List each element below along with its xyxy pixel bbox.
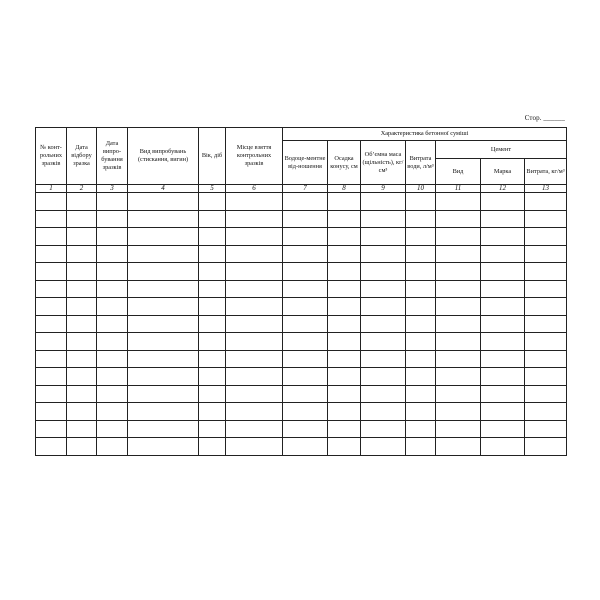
entry-row <box>36 403 567 421</box>
entry-cell[interactable] <box>406 298 436 316</box>
entry-cell[interactable] <box>128 350 199 368</box>
entry-cell[interactable] <box>525 385 567 403</box>
entry-cell[interactable] <box>128 333 199 351</box>
column-number: 8 <box>328 185 361 193</box>
entry-cell[interactable] <box>36 315 67 333</box>
header-mix-characteristic: Характеристика бетонної суміші <box>283 128 567 141</box>
column-number: 1 <box>36 185 67 193</box>
entry-cell[interactable] <box>67 368 97 386</box>
entry-cell[interactable] <box>199 420 226 438</box>
entry-cell[interactable] <box>199 403 226 421</box>
entry-cell[interactable] <box>97 420 128 438</box>
entry-cell[interactable] <box>226 333 283 351</box>
entry-cell[interactable] <box>199 245 226 263</box>
entry-cell[interactable] <box>525 245 567 263</box>
entry-cell[interactable] <box>361 193 406 211</box>
entry-cell[interactable] <box>128 210 199 228</box>
column-number: 5 <box>199 185 226 193</box>
entry-cell[interactable] <box>406 385 436 403</box>
entry-cell[interactable] <box>199 438 226 456</box>
entry-cell[interactable] <box>328 333 361 351</box>
entry-cell[interactable] <box>283 228 328 246</box>
entry-cell[interactable] <box>481 193 525 211</box>
entry-cell[interactable] <box>97 263 128 281</box>
entry-cell[interactable] <box>361 280 406 298</box>
entry-cell[interactable] <box>226 298 283 316</box>
entry-cell[interactable] <box>128 368 199 386</box>
entry-cell[interactable] <box>67 438 97 456</box>
entry-cell[interactable] <box>226 193 283 211</box>
entry-cell[interactable] <box>361 298 406 316</box>
entry-cell[interactable] <box>36 420 67 438</box>
entry-cell[interactable] <box>283 438 328 456</box>
entry-cell[interactable] <box>406 420 436 438</box>
entry-cell[interactable] <box>226 420 283 438</box>
column-number: 9 <box>361 185 406 193</box>
entry-cell[interactable] <box>97 228 128 246</box>
entry-cell[interactable] <box>283 280 328 298</box>
header-sampling-place: Місце взяття контрольних зразків <box>226 128 283 185</box>
entry-cell[interactable] <box>36 350 67 368</box>
header-test-date: Дата випро-бування зразків <box>97 128 128 185</box>
entry-cell[interactable] <box>226 315 283 333</box>
entry-row <box>36 420 567 438</box>
entry-cell[interactable] <box>226 245 283 263</box>
entry-cell[interactable] <box>406 438 436 456</box>
entry-cell[interactable] <box>36 193 67 211</box>
entry-row <box>36 385 567 403</box>
entry-cell[interactable] <box>525 438 567 456</box>
entry-cell[interactable] <box>436 350 481 368</box>
entry-cell[interactable] <box>128 420 199 438</box>
entry-cell[interactable] <box>481 403 525 421</box>
entry-cell[interactable] <box>199 368 226 386</box>
entry-cell[interactable] <box>67 210 97 228</box>
entry-cell[interactable] <box>128 403 199 421</box>
entry-cell[interactable] <box>481 280 525 298</box>
entry-cell[interactable] <box>199 350 226 368</box>
entry-cell[interactable] <box>436 438 481 456</box>
entry-cell[interactable] <box>406 403 436 421</box>
entry-row <box>36 350 567 368</box>
entry-cell[interactable] <box>128 228 199 246</box>
entry-cell[interactable] <box>525 263 567 281</box>
header-test-type: Вид випробувань (стискання, вигин) <box>128 128 199 185</box>
entry-cell[interactable] <box>361 368 406 386</box>
column-number: 12 <box>481 185 525 193</box>
entry-row <box>36 298 567 316</box>
entry-cell[interactable] <box>436 403 481 421</box>
entry-cell[interactable] <box>525 193 567 211</box>
entry-cell[interactable] <box>436 385 481 403</box>
entry-cell[interactable] <box>226 210 283 228</box>
entry-cell[interactable] <box>97 350 128 368</box>
entry-cell[interactable] <box>67 263 97 281</box>
entry-cell[interactable] <box>226 403 283 421</box>
entry-cell[interactable] <box>97 245 128 263</box>
entry-cell[interactable] <box>283 245 328 263</box>
header-cement: Цемент <box>436 141 567 159</box>
entry-cell[interactable] <box>436 228 481 246</box>
entry-row <box>36 193 567 211</box>
entry-cell[interactable] <box>525 403 567 421</box>
entry-cell[interactable] <box>328 193 361 211</box>
entry-cell[interactable] <box>36 263 67 281</box>
entry-cell[interactable] <box>361 333 406 351</box>
entry-cell[interactable] <box>128 193 199 211</box>
entry-cell[interactable] <box>361 263 406 281</box>
entry-cell[interactable] <box>328 298 361 316</box>
entry-cell[interactable] <box>328 368 361 386</box>
entry-cell[interactable] <box>361 350 406 368</box>
header-water-cement-ratio: Водоце-ментне від-ношення <box>283 141 328 185</box>
entry-cell[interactable] <box>436 263 481 281</box>
entry-cell[interactable] <box>67 403 97 421</box>
entry-cell[interactable] <box>67 280 97 298</box>
entry-cell[interactable] <box>36 438 67 456</box>
entry-cell[interactable] <box>283 315 328 333</box>
entry-row <box>36 245 567 263</box>
entry-cell[interactable] <box>97 210 128 228</box>
entry-cell[interactable] <box>436 333 481 351</box>
entry-cell[interactable] <box>199 228 226 246</box>
entry-cell[interactable] <box>406 333 436 351</box>
entry-cell[interactable] <box>199 385 226 403</box>
entry-cell[interactable] <box>525 315 567 333</box>
entry-cell[interactable] <box>406 228 436 246</box>
entry-row <box>36 280 567 298</box>
column-number: 3 <box>97 185 128 193</box>
entry-cell[interactable] <box>97 333 128 351</box>
entry-cell[interactable] <box>128 245 199 263</box>
entry-cell[interactable] <box>36 228 67 246</box>
entry-cell[interactable] <box>481 245 525 263</box>
entry-cell[interactable] <box>406 245 436 263</box>
entry-cell[interactable] <box>406 263 436 281</box>
entry-cell[interactable] <box>361 228 406 246</box>
entry-cell[interactable] <box>361 420 406 438</box>
entry-cell[interactable] <box>128 298 199 316</box>
header-density: Об’ємна маса (щільність), кг/см³ <box>361 141 406 185</box>
column-number: 10 <box>406 185 436 193</box>
entry-cell[interactable] <box>97 298 128 316</box>
entry-row <box>36 368 567 386</box>
header-cement-grade: Марка <box>481 159 525 185</box>
entry-cell[interactable] <box>283 350 328 368</box>
entry-cell[interactable] <box>406 210 436 228</box>
entry-cell[interactable] <box>199 193 226 211</box>
entry-cell[interactable] <box>36 403 67 421</box>
entry-cell[interactable] <box>226 280 283 298</box>
entry-cell[interactable] <box>361 438 406 456</box>
column-number-row <box>36 185 567 193</box>
entry-cell[interactable] <box>481 420 525 438</box>
header-cement-type: Вид <box>436 159 481 185</box>
entry-row <box>36 210 567 228</box>
entry-cell[interactable] <box>481 263 525 281</box>
entry-cell[interactable] <box>199 280 226 298</box>
entry-cell[interactable] <box>481 438 525 456</box>
header-slump: Осадка конусу, см <box>328 141 361 185</box>
entry-cell[interactable] <box>97 193 128 211</box>
entry-cell[interactable] <box>97 438 128 456</box>
entry-cell[interactable] <box>67 333 97 351</box>
entry-cell[interactable] <box>226 263 283 281</box>
entry-cell[interactable] <box>283 298 328 316</box>
entry-cell[interactable] <box>128 438 199 456</box>
entry-cell[interactable] <box>361 403 406 421</box>
header-sampling-date: Дата відбору зразка <box>67 128 97 185</box>
entry-cell[interactable] <box>361 210 406 228</box>
entry-cell[interactable] <box>67 350 97 368</box>
entry-row <box>36 263 567 281</box>
entry-cell[interactable] <box>97 385 128 403</box>
entry-cell[interactable] <box>36 280 67 298</box>
entry-cell[interactable] <box>328 350 361 368</box>
column-number: 6 <box>226 185 283 193</box>
entry-cell[interactable] <box>283 210 328 228</box>
entry-cell[interactable] <box>406 193 436 211</box>
entry-cell[interactable] <box>525 298 567 316</box>
entry-cell[interactable] <box>436 298 481 316</box>
entry-cell[interactable] <box>525 210 567 228</box>
entry-cell[interactable] <box>328 210 361 228</box>
entry-cell[interactable] <box>328 245 361 263</box>
column-number: 13 <box>525 185 567 193</box>
entry-cell[interactable] <box>361 385 406 403</box>
entry-cell[interactable] <box>328 280 361 298</box>
entry-cell[interactable] <box>199 263 226 281</box>
entry-cell[interactable] <box>36 210 67 228</box>
entry-cell[interactable] <box>226 350 283 368</box>
header-sample-no: № конт-рольних зразків <box>36 128 67 185</box>
entry-cell[interactable] <box>67 298 97 316</box>
concrete-sample-log-table <box>35 127 567 456</box>
entry-cell[interactable] <box>481 298 525 316</box>
entry-cell[interactable] <box>36 368 67 386</box>
entry-cell[interactable] <box>406 368 436 386</box>
entry-cell[interactable] <box>67 385 97 403</box>
entry-cell[interactable] <box>226 385 283 403</box>
entry-cell[interactable] <box>67 193 97 211</box>
entry-cell[interactable] <box>525 368 567 386</box>
entry-cell[interactable] <box>283 333 328 351</box>
column-number: 11 <box>436 185 481 193</box>
entry-cell[interactable] <box>406 280 436 298</box>
entry-cell[interactable] <box>436 210 481 228</box>
entry-cell[interactable] <box>328 438 361 456</box>
entry-cell[interactable] <box>283 263 328 281</box>
entry-cell[interactable] <box>97 368 128 386</box>
entry-cell[interactable] <box>128 385 199 403</box>
entry-cell[interactable] <box>97 403 128 421</box>
entry-cell[interactable] <box>36 245 67 263</box>
entry-cell[interactable] <box>67 245 97 263</box>
entry-cell[interactable] <box>67 420 97 438</box>
page-number-label: Стор. ______ <box>524 114 565 122</box>
entry-cell[interactable] <box>481 210 525 228</box>
entry-cell[interactable] <box>283 368 328 386</box>
entry-cell[interactable] <box>328 420 361 438</box>
entry-cell[interactable] <box>481 228 525 246</box>
entry-cell[interactable] <box>128 263 199 281</box>
entry-cell[interactable] <box>481 368 525 386</box>
entry-cell[interactable] <box>481 350 525 368</box>
entry-cell[interactable] <box>436 193 481 211</box>
entry-cell[interactable] <box>226 438 283 456</box>
entry-cell[interactable] <box>36 333 67 351</box>
header-water-use: Витрата води, л/м³ <box>406 141 436 185</box>
entry-cell[interactable] <box>525 420 567 438</box>
entry-cell[interactable] <box>97 315 128 333</box>
entry-cell[interactable] <box>36 298 67 316</box>
entry-cell[interactable] <box>67 315 97 333</box>
entry-cell[interactable] <box>361 315 406 333</box>
entry-cell[interactable] <box>436 315 481 333</box>
entry-row <box>36 438 567 456</box>
entry-cell[interactable] <box>328 385 361 403</box>
entry-cell[interactable] <box>128 315 199 333</box>
entry-cell[interactable] <box>525 333 567 351</box>
entry-cell[interactable] <box>525 280 567 298</box>
entry-cell[interactable] <box>36 385 67 403</box>
entry-cell[interactable] <box>361 245 406 263</box>
entry-cell[interactable] <box>128 280 199 298</box>
entry-cell[interactable] <box>199 333 226 351</box>
entry-row <box>36 315 567 333</box>
column-number: 4 <box>128 185 199 193</box>
entry-cell[interactable] <box>525 228 567 246</box>
entry-cell[interactable] <box>199 315 226 333</box>
entry-cell[interactable] <box>283 193 328 211</box>
entry-cell[interactable] <box>481 385 525 403</box>
entry-cell[interactable] <box>328 228 361 246</box>
entry-cell[interactable] <box>328 263 361 281</box>
entry-cell[interactable] <box>328 403 361 421</box>
entry-row <box>36 228 567 246</box>
header-age: Вік, діб <box>199 128 226 185</box>
entry-cell[interactable] <box>283 403 328 421</box>
entry-cell[interactable] <box>525 350 567 368</box>
entry-cell[interactable] <box>226 368 283 386</box>
column-number: 7 <box>283 185 328 193</box>
entry-cell[interactable] <box>406 315 436 333</box>
entry-cell[interactable] <box>226 228 283 246</box>
header-cement-use: Витрата, кг/м³ <box>525 159 567 185</box>
entry-cell[interactable] <box>436 245 481 263</box>
entry-cell[interactable] <box>199 298 226 316</box>
entry-cell[interactable] <box>283 385 328 403</box>
entry-row <box>36 333 567 351</box>
entry-cell[interactable] <box>481 333 525 351</box>
entry-cell[interactable] <box>67 228 97 246</box>
entry-cell[interactable] <box>481 315 525 333</box>
entry-cell[interactable] <box>436 368 481 386</box>
entry-cell[interactable] <box>436 280 481 298</box>
entry-cell[interactable] <box>328 315 361 333</box>
entry-cell[interactable] <box>97 280 128 298</box>
entry-cell[interactable] <box>436 420 481 438</box>
entry-cell[interactable] <box>406 350 436 368</box>
entry-cell[interactable] <box>283 420 328 438</box>
column-number: 2 <box>67 185 97 193</box>
entry-cell[interactable] <box>199 210 226 228</box>
